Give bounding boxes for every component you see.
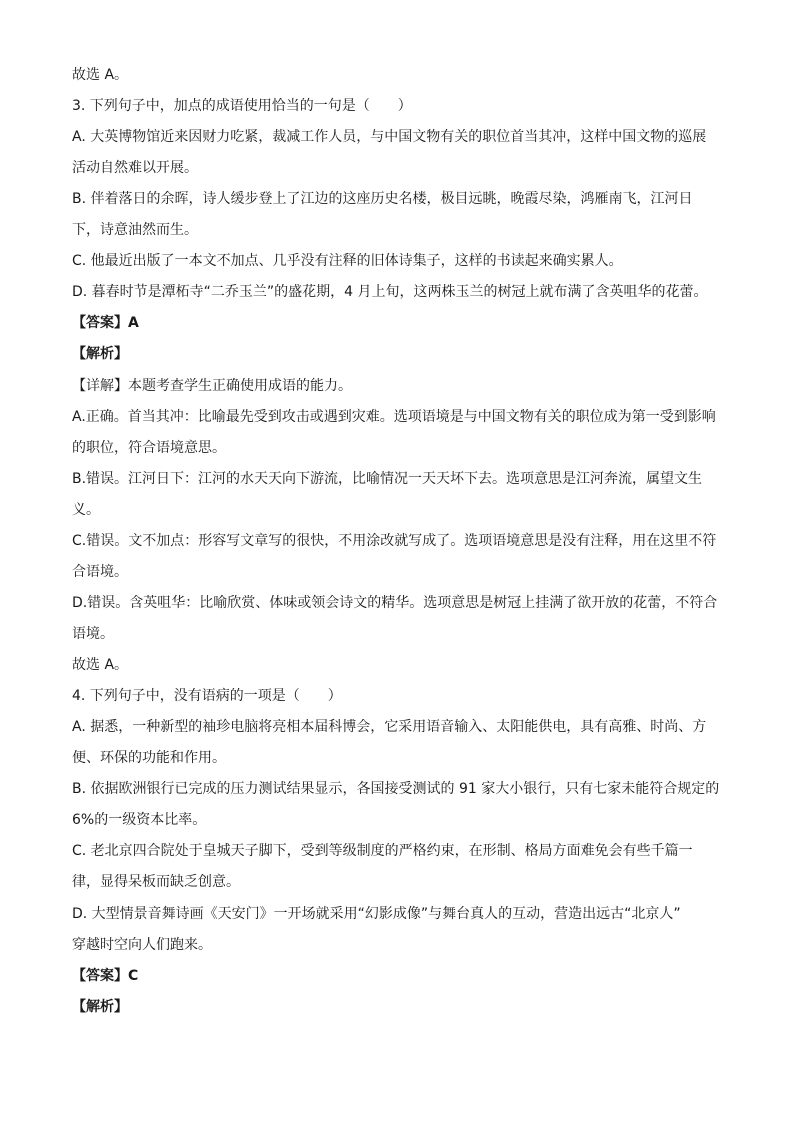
explanation-d-cont: 语境。 (72, 626, 114, 642)
analysis-label: 【解析】 (72, 999, 128, 1015)
question-3-stem: 3. 下列句子中，加点的成语使用恰当的一句是（ ） (72, 98, 412, 114)
question-4-option-a: A. 据悉，一种新型的袖珍电脑将亮相本届科博会，它采用语音输入、太阳能供电，具有高雅、时尚、方 (72, 719, 707, 735)
explanation-c: C.错误。文不加点：形容写文章写的很快，不用涂改就写成了。选项语境意思是没有注释，用在这里不符 (72, 533, 717, 549)
answer-label: 【答案】A (72, 315, 139, 331)
question-3-option-a: A. 大英博物馆近来因财力吃紧，裁减工作人员，与中国文物有关的职位首当其冲，这样中国文物的巡展 (72, 129, 707, 145)
conclusion: 故选 A。 (72, 657, 129, 673)
question-3-option-a-cont: 活动自然难以开展。 (72, 160, 198, 176)
detail-intro: 【详解】本题考查学生正确使用成语的能力。 (72, 378, 352, 394)
explanation-b: B.错误。江河日下：江河的水天天向下游流，比喻情况一天天坏下去。选项意思是江河奔流，属望文生 (72, 471, 703, 487)
answer-label: 【答案】C (72, 968, 139, 984)
explanation-a-cont: 的职位，符合语境意思。 (72, 440, 226, 456)
question-4-option-c-cont: 律，显得呆板而缺乏创意。 (72, 874, 240, 890)
question-4-option-d: D. 大型情景音舞诗画《天安门》一开场就采用“幻影成像”与舞台真人的互动，营造出远古“北京人” (72, 906, 681, 922)
question-4-option-d-cont: 穿越时空向人们跑来。 (72, 937, 212, 953)
question-4-option-c: C. 老北京四合院处于皇城天子脚下，受到等级制度的严格约束，在形制、格局方面难免会有些千篇一 (72, 843, 693, 859)
analysis-label: 【解析】 (72, 346, 128, 362)
question-4-stem: 4. 下列句子中，没有语病的一项是（ ） (72, 688, 342, 704)
explanation-d: D.错误。含英咀华：比喻欣赏、体味或领会诗文的精华。选项意思是树冠上挂满了欲开放的花蕾，不符合 (72, 595, 718, 611)
question-3-option-b-cont: 下，诗意油然而生。 (72, 222, 198, 238)
question-4-option-a-cont: 便、环保的功能和作用。 (72, 750, 226, 766)
explanation-b-cont: 义。 (72, 502, 100, 518)
question-4-option-b-cont: 6%的一级资本比率。 (72, 812, 207, 828)
question-3-option-b: B. 伴着落日的余晖，诗人缓步登上了江边的这座历史名楼，极目远眺，晚霞尽染，鸿雁南飞，江河日 (72, 191, 693, 207)
question-3-option-c: C. 他最近出版了一本文不加点、几乎没有注释的旧体诗集子，这样的书读起来确实累人。 (72, 253, 623, 269)
explanation-a: A.正确。首当其冲：比喻最先受到攻击或遇到灾难。选项语境是与中国文物有关的职位成为第一受到影响 (72, 409, 716, 425)
question-4-option-b: B. 依据欧洲银行已完成的压力测试结果显示，各国接受测试的 91 家大小银行，只有七家未能符合规定的 (72, 781, 720, 797)
question-3-option-d: D. 暮春时节是潭柘寺“二乔玉兰”的盛花期，4 月上旬，这两株玉兰的树冠上就布满了含英咀华的花蕾。 (72, 284, 708, 300)
explanation-c-cont: 合语境。 (72, 564, 128, 580)
text-line: 故选 A。 (72, 67, 129, 83)
